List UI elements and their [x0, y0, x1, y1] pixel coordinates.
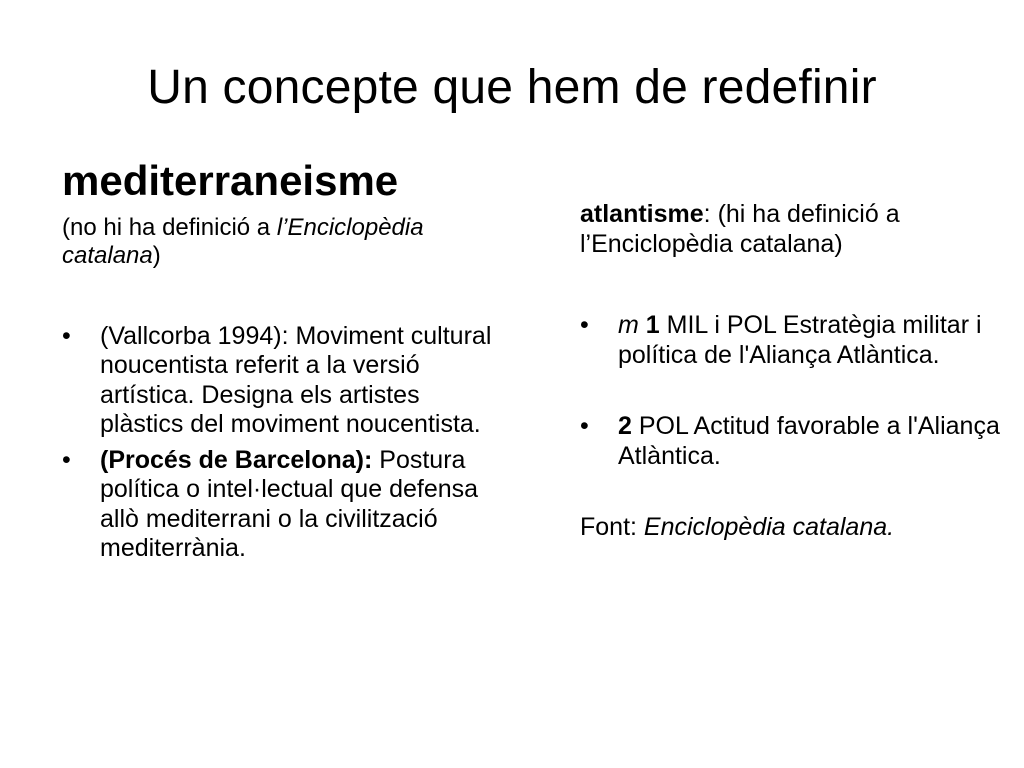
- atlantisme-term: atlantisme: [580, 200, 704, 228]
- mediterraneisme-heading: mediterraneisme: [62, 157, 399, 204]
- definition-source: (Procés de Barcelona):: [100, 445, 373, 474]
- left-column: [62, 158, 502, 564]
- definition-text: Postura política o intel·lectual que defensa allò mediterrani o la civilització mediterrània.: [100, 445, 479, 563]
- note-close: ): [152, 242, 161, 270]
- list-item: [580, 311, 1010, 370]
- source-citation: [580, 513, 1010, 543]
- definition-text: POL Actitud favorable a l'Aliança Atlàntica.: [618, 412, 1000, 470]
- source-label: Font:: [580, 513, 644, 541]
- list-item: [62, 446, 502, 564]
- atlantisme-note: : (hi ha definició a l’Enciclopèdia catalana): [580, 200, 900, 258]
- bullet-icon: •: [62, 321, 71, 350]
- grammar-tag: m: [618, 311, 639, 339]
- definition-text: (Vallcorba 1994): Moviment cultural noucentista referit a la versió artística. Designa els artistes plàstics del moviment noucentista.: [100, 321, 492, 439]
- bullet-icon: •: [580, 311, 589, 339]
- sense-number: 2: [618, 412, 632, 440]
- mediterraneisme-definitions: [62, 322, 502, 564]
- definition-text: MIL i POL Estratègia militar i política de l'Aliança Atlàntica.: [618, 311, 982, 369]
- right-column: [580, 200, 1010, 543]
- mediterraneisme-note: [62, 214, 502, 270]
- source-title: Enciclopèdia catalana.: [643, 513, 895, 541]
- bullet-icon: •: [580, 412, 589, 440]
- note-italic: l’Enciclopèdia catalana: [62, 214, 424, 270]
- note-open: (no hi ha definició a: [62, 214, 277, 242]
- bullet-icon: •: [62, 445, 71, 474]
- atlantisme-definition: [580, 200, 1010, 259]
- list-item: [62, 322, 502, 440]
- atlantisme-definitions: [580, 311, 1010, 471]
- sense-number: 1: [638, 311, 660, 339]
- list-item: [580, 412, 1010, 471]
- slide-title: Un concepte que hem de redefinir: [147, 61, 877, 114]
